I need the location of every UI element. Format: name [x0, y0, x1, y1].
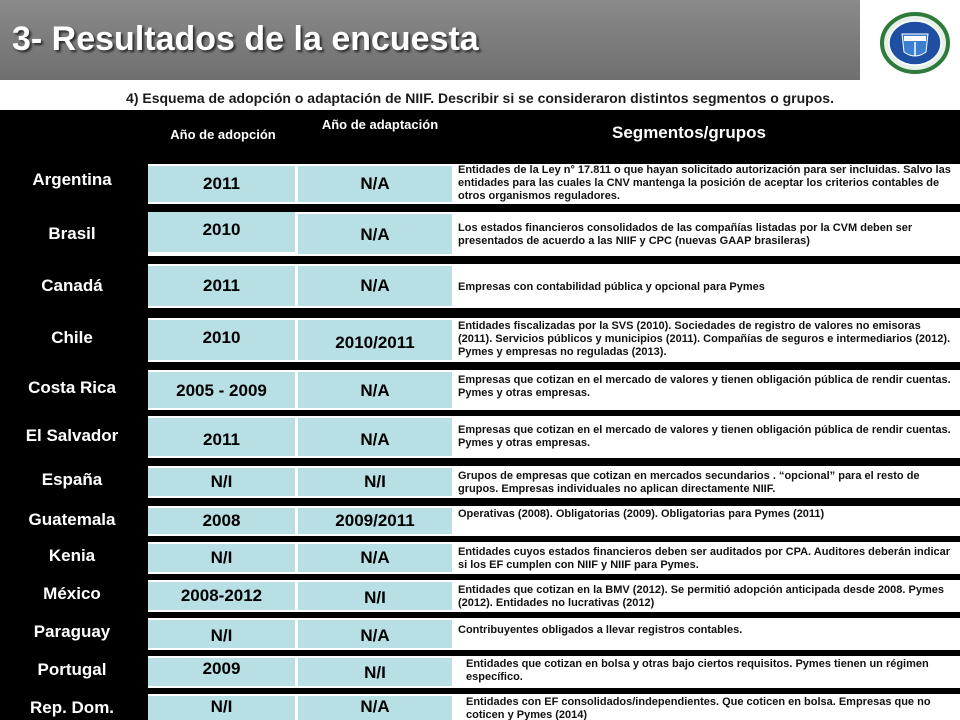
- slide-subtitle: 4) Esquema de adopción o adaptación de NIIF. Describir si se consideraron distintos segmentos o grupos.: [126, 90, 834, 106]
- adoption-year: N/I: [148, 620, 295, 648]
- adoption-year: 2005 - 2009: [148, 372, 295, 408]
- adaptation-year: N/A: [298, 620, 452, 648]
- segment-description: Entidades de la Ley n° 17.811 o que hayan solicitado autorización para ser incluidas. Salvo las entidades para las cuales la CNV mantenga la posición de aceptar los criterios contables de otros organismos reguladores.: [458, 164, 951, 202]
- segment-description: Entidades que cotizan en la BMV (2012). Se permitió adopción anticipada desde 2008. Pymes (2012). Entidades no lucrativas (2012): [458, 584, 944, 609]
- adoption-year: 2009: [148, 658, 295, 686]
- segment-description: Grupos de empresas que cotizan en mercados secundarios . “opcional” para el resto de grupos. Empresas individuales no aplican directamente NIIF.: [458, 470, 920, 495]
- adoption-year: 2011: [148, 266, 295, 306]
- adaptation-year: N/A: [298, 214, 452, 254]
- adaptation-year: 2010/2011: [298, 320, 452, 360]
- column-header-adoption: Año de adopción: [170, 127, 276, 142]
- segment-description: Empresas con contabilidad pública y opcional para Pymes: [458, 281, 765, 293]
- segment-description: Empresas que cotizan en el mercado de valores y tienen obligación pública de rendir cuentas. Pymes y otras empresas.: [458, 374, 951, 399]
- adoption-year: 2008: [148, 508, 295, 534]
- country-label: Paraguay: [33, 622, 111, 641]
- adoption-year: N/I: [148, 544, 295, 572]
- country-label: Brasil: [48, 224, 96, 243]
- country-label: Guatemala: [28, 510, 116, 529]
- adaptation-year: N/A: [298, 418, 452, 456]
- country-label: Canadá: [41, 276, 103, 295]
- country-label: El Salvador: [25, 426, 119, 445]
- adoption-year: 2011: [148, 418, 295, 456]
- adoption-year: 2011: [148, 166, 295, 202]
- segment-description: Empresas que cotizan en el mercado de valores y tienen obligación pública de rendir cuentas. Pymes y otras empresas.: [458, 424, 951, 449]
- adaptation-year: N/A: [298, 544, 452, 572]
- segment-description: Entidades con EF consolidados/independientes. Que coticen en bolsa. Empresas que no coticen y Pymes (2014): [466, 696, 931, 720]
- segment-description: Los estados financieros consolidados de las compañías listadas por la CVM deben ser presentados de acuerdo a las NIIF y CPC (nuevas GAAP brasileras): [458, 222, 913, 247]
- adaptation-year: N/I: [298, 468, 452, 496]
- adoption-year: N/I: [148, 468, 295, 496]
- country-label: Costa Rica: [28, 378, 116, 397]
- country-label: España: [41, 470, 103, 489]
- column-header-segments: Segmentos/grupos: [612, 123, 766, 142]
- segment-description: Entidades que cotizan en bolsa y otras bajo ciertos requisitos. Pymes tienen un régimen específico.: [466, 658, 929, 683]
- adaptation-year: N/I: [298, 658, 452, 686]
- column-header-adaptation: Año de adaptación: [321, 117, 439, 132]
- adaptation-year: N/A: [298, 166, 452, 202]
- country-label: Rep. Dom.: [29, 698, 115, 717]
- adaptation-year: 2009/2011: [298, 508, 452, 534]
- country-label: Argentina: [32, 170, 112, 189]
- adaptation-year: N/A: [298, 266, 452, 306]
- segment-description: Entidades cuyos estados financieros deben ser auditados por CPA. Auditores deberán indicar si los EF cumplen con NIIF y NIIF para Pymes.: [458, 546, 951, 571]
- adoption-year: 2008-2012: [148, 582, 295, 610]
- adoption-year: 2010: [148, 320, 295, 360]
- country-label: México: [43, 584, 101, 603]
- adoption-year: 2010: [148, 212, 295, 252]
- adaptation-year: N/A: [298, 696, 452, 720]
- country-label: Portugal: [37, 660, 107, 679]
- adaptation-year: N/A: [298, 372, 452, 408]
- adoption-year: N/I: [148, 696, 295, 720]
- page-title: 3- Resultados de la encuesta: [12, 20, 479, 58]
- country-label: Chile: [51, 328, 93, 347]
- organization-logo: [880, 12, 950, 74]
- segment-description: Operativas (2008). Obligatorias (2009). Obligatorias para Pymes (2011): [458, 508, 825, 520]
- country-label: Kenia: [48, 546, 96, 565]
- segment-description: Contribuyentes obligados a llevar registros contables.: [458, 624, 743, 636]
- adaptation-year: N/I: [298, 582, 452, 610]
- segment-description: Entidades fiscalizadas por la SVS (2010). Sociedades de registro de valores no emisoras (2011). Servicios públicos y municipios (2011). Compañías de seguros e intermediarios (2012). Pymes y empresas no reguladas (2013).: [458, 320, 951, 358]
